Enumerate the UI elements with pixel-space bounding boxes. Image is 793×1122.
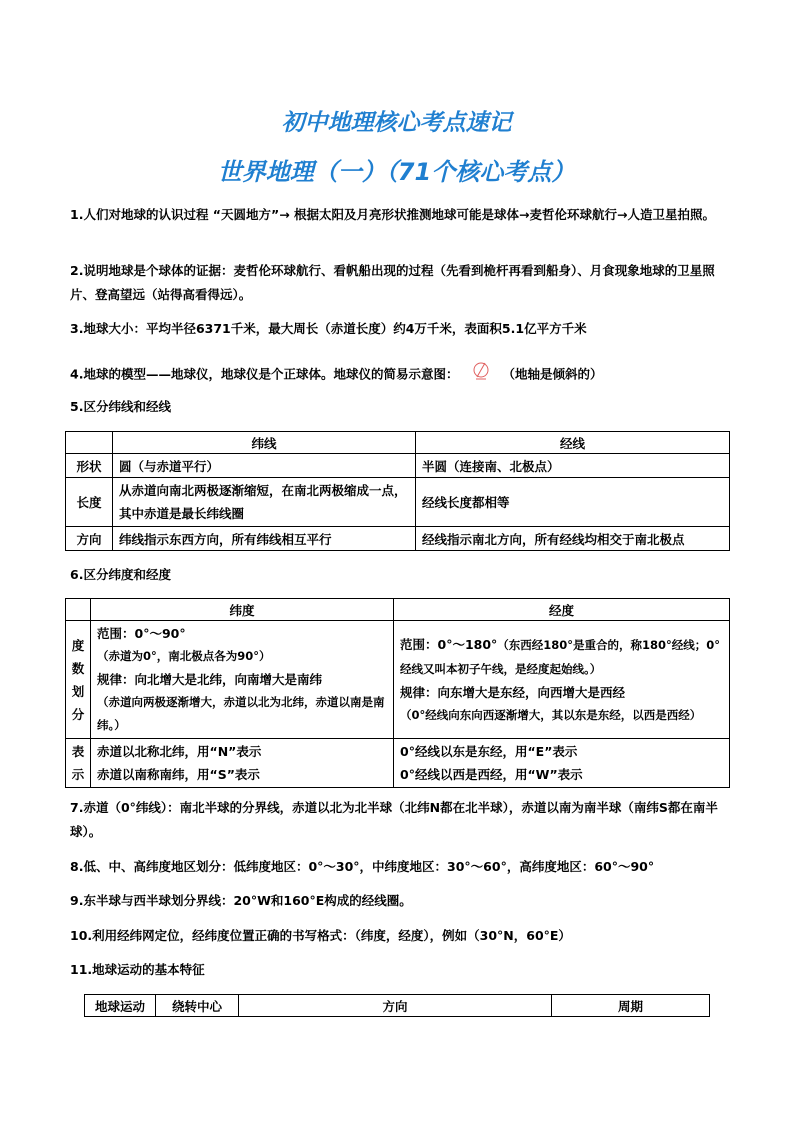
table-latitude-longitude-lines — [65, 431, 730, 551]
point-7: 7.赤道（0°纬线）：南北半球的分界线，赤道以北为北半球（北纬N都在北半球），赤道以南为南半球（南纬S都在南半球）。 — [70, 800, 718, 839]
row-label-notation — [66, 739, 91, 788]
table-row — [66, 527, 730, 551]
tilted-globe-icon — [470, 360, 492, 390]
label-char: 示 — [71, 767, 85, 782]
table1-corner — [66, 432, 113, 454]
table-row — [66, 478, 730, 527]
table2-header-lat: 纬度 — [91, 599, 394, 621]
row-label: 长度 — [66, 478, 113, 527]
document-title: 初中地理核心考点速记 — [281, 110, 512, 136]
label-char: 划 — [71, 683, 85, 699]
table-row — [66, 621, 730, 739]
cell-lat-notation — [91, 739, 394, 788]
cell: 半圆（连接南、北极点） — [416, 454, 730, 478]
lat-south: 赤道以南称南纬，用“S”表示 — [97, 767, 260, 782]
table1-header-lat: 纬线 — [113, 432, 416, 454]
lon-east: 0°经线以东是东经，用“E”表示 — [400, 744, 578, 759]
lon-rule-note: （0°经线向东向西逐渐增大，其以东是东经，以西是西经） — [400, 707, 702, 722]
point-9: 9.东半球与西半球划分界线：20°W和160°E构成的经线圈。 — [70, 893, 412, 908]
cell: 经线指示南北方向，所有经线均相交于南北极点 — [416, 527, 730, 551]
lon-west: 0°经线以西是西经，用“W”表示 — [400, 767, 583, 782]
table3-header-center: 绕转中心 — [156, 995, 239, 1017]
table-earth-motion — [84, 994, 710, 1017]
lat-rule-note: （赤道向两极逐渐增大，赤道以北为北纬，赤道以南是南纬。） — [97, 695, 385, 732]
cell-lon-degree — [394, 621, 730, 739]
point-6: 6.区分纬度和经度 — [70, 567, 171, 582]
document-subtitle: 世界地理（一）（71个核心考点） — [217, 158, 576, 186]
cell: 从赤道向南北两极逐渐缩短，在南北两极缩成一点，其中赤道是最长纬线圈 — [113, 478, 416, 527]
table3-header-direction: 方向 — [239, 995, 552, 1017]
point-8: 8.低、中、高纬度地区划分：低纬度地区：0°～30°，中纬度地区：30°～60°，高纬度地区：60°～90° — [70, 859, 655, 874]
point-1: 1.人们对地球的认识过程 “天圆地方”→ 根据太阳及月亮形状推测地球可能是球体→麦哲伦环球航行→人造卫星拍照。 — [70, 207, 716, 222]
point-3: 3.地球大小：平均半径6371千米，最大周长（赤道长度）约4万千米，表面积5.1亿平方千米 — [70, 321, 587, 336]
table-row — [66, 739, 730, 788]
row-label: 形状 — [66, 454, 113, 478]
table2-corner — [66, 599, 91, 621]
table2-header-lon: 经度 — [394, 599, 730, 621]
cell-lon-notation — [394, 739, 730, 788]
point-10: 10.利用经纬网定位，经纬度位置正确的书写格式：（纬度，经度），例如（30°N，60°E） — [70, 928, 571, 943]
cell: 纬线指示东西方向，所有纬线相互平行 — [113, 527, 416, 551]
point-4-tail: （地轴是倾斜的） — [502, 366, 603, 382]
table-row — [66, 454, 730, 478]
point-2: 2.说明地球是个球体的证据：麦哲伦环球航行、看帆船出现的过程（先看到桅杆再看到船身）、月食现象地球的卫星照片、登高望远（站得高看得远）。 — [70, 263, 715, 302]
lon-range: 范围：0°～180° — [400, 636, 498, 652]
row-label-degree — [66, 621, 91, 739]
table-latitude-longitude-degrees — [65, 598, 730, 788]
row-label: 方向 — [66, 527, 113, 551]
lat-rule: 规律：向北增大是北纬，向南增大是南纬 — [97, 672, 323, 687]
lat-range: 范围：0°～90° — [97, 626, 186, 641]
cell: 经线长度都相等 — [416, 478, 730, 527]
label-char: 分 — [71, 706, 85, 722]
table3-header-motion: 地球运动 — [85, 995, 156, 1017]
lon-range-note: （东西经180°是重合的，称180°经线；0°经线又叫本初子午线，是经度起始线。） — [400, 637, 721, 676]
table3-header-period: 周期 — [552, 995, 710, 1017]
lon-rule: 规律：向东增大是东经，向西增大是西经 — [400, 684, 626, 700]
point-5: 5.区分纬线和经线 — [70, 399, 171, 414]
label-char: 度 — [71, 637, 85, 653]
lat-note: （赤道为0°，南北极点各为90°） — [97, 649, 271, 663]
label-char: 表 — [71, 744, 85, 759]
table1-header-lon: 经线 — [416, 432, 730, 454]
cell: 圆（与赤道平行） — [113, 454, 416, 478]
point-11: 11.地球运动的基本特征 — [70, 962, 205, 977]
cell-lat-degree — [91, 621, 394, 739]
label-char: 数 — [71, 660, 85, 676]
point-4-text: 4.地球的模型——地球仪，地球仪是个正球体。地球仪的简易示意图： — [70, 366, 459, 382]
point-4 — [70, 360, 730, 390]
lat-north: 赤道以北称北纬，用“N”表示 — [97, 744, 262, 759]
